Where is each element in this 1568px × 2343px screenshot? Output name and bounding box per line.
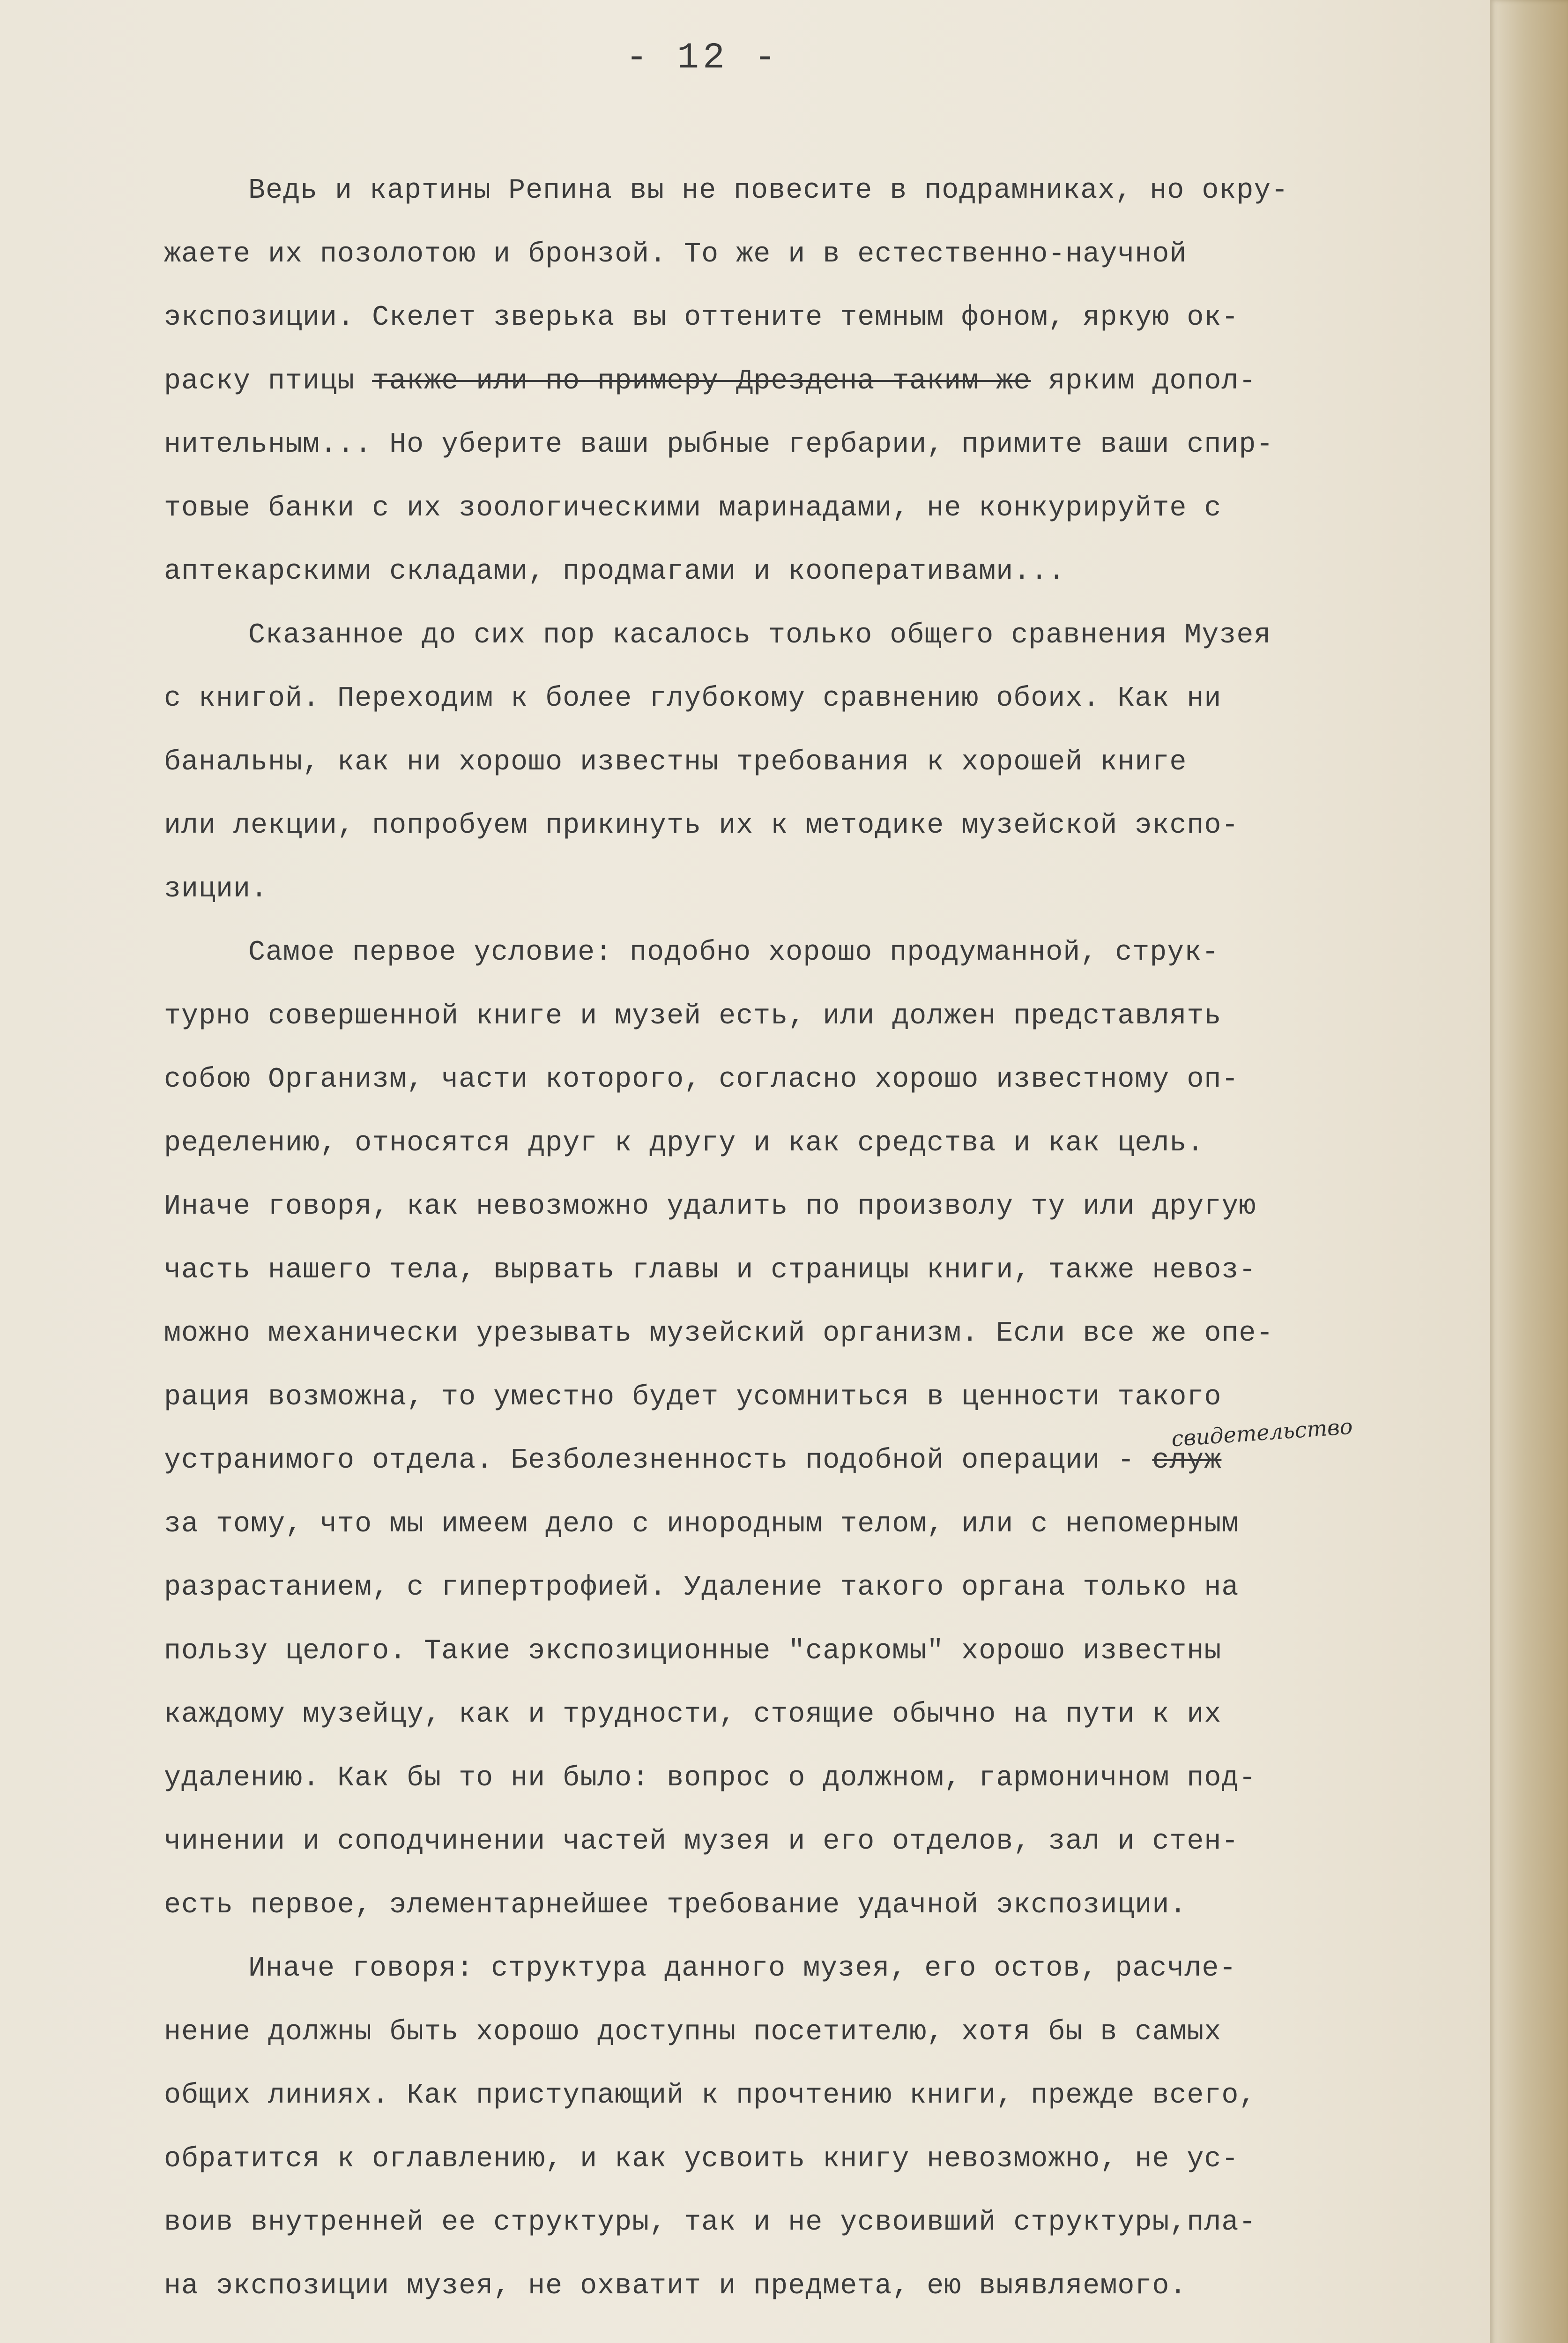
text-line: ределению, относятся друг к другу и как средства и как цель.: [164, 1127, 1204, 1159]
text-line: можно механически урезывать музейский организм. Если все же опе-: [164, 1318, 1274, 1350]
text-line: Иначе говоря: структура данного музея, его остов, расчле-: [248, 1953, 1237, 1985]
text-line: на экспозиции музея, не охватит и предмета, ею выявляемого.: [164, 2270, 1187, 2302]
text-line: общих линиях. Как приступающий к прочтению книги, прежде всего,: [164, 2080, 1256, 2112]
text-line: с книгой. Переходим к более глубокому сравнению обоих. Как ни: [164, 683, 1222, 715]
struck-through-text: служ: [1152, 1445, 1222, 1477]
text-line: за тому, что мы имеем дело с инородным телом, или с непомерным: [164, 1508, 1239, 1540]
struck-through-text: также или по примеру Дрездена таким же: [372, 365, 1031, 397]
text-line: удалению. Как бы то ни было: вопрос о должном, гармоничном под-: [164, 1762, 1256, 1794]
text-line: Сказанное до сих пор касалось только общего сравнения Музея: [248, 619, 1271, 651]
line-text-before: устранимого отдела. Безболезненность подобной операции -: [164, 1445, 1152, 1477]
underlying-page-edge: [1490, 0, 1568, 2343]
text-line: обратится к оглавлению, и как усвоить книгу невозможно, не ус-: [164, 2143, 1239, 2175]
text-line: чинении и соподчинении частей музея и его отделов, зал и стен-: [164, 1826, 1239, 1858]
text-line: нение должны быть хорошо доступны посетителю, хотя бы в самых: [164, 2016, 1222, 2048]
text-line: пользу целого. Такие экспозиционные "саркомы" хорошо известны: [164, 1635, 1222, 1667]
text-line: разрастанием, с гипертрофией. Удаление такого органа только на: [164, 1572, 1239, 1604]
text-line: турно совершенной книге и музей есть, или должен представлять: [164, 1000, 1222, 1032]
typed-text-body: [164, 159, 1499, 2318]
text-line: Ведь и картины Репина вы не повесите в подрамниках, но окру-: [248, 175, 1289, 207]
line-text-after: ярким допол-: [1031, 365, 1256, 397]
text-line: или лекции, попробуем прикинуть их к методике музейской экспо-: [164, 810, 1239, 842]
page-number: - 12 -: [625, 37, 780, 79]
text-line: есть первое, элементарнейшее требование удачной экспозиции.: [164, 1889, 1187, 1921]
text-line: аптекарскими складами, продмагами и кооперативами...: [164, 556, 1066, 588]
text-line: [164, 350, 1499, 414]
text-line: собою Организм, части которого, согласно хорошо известному оп-: [164, 1064, 1239, 1096]
text-line: Самое первое условие: подобно хорошо продуманной, струк-: [248, 937, 1219, 969]
line-text-before: раску птицы: [164, 365, 372, 397]
text-line: часть нашего тела, вырвать главы и страницы книги, также невоз-: [164, 1254, 1256, 1286]
text-line: зиции.: [164, 873, 268, 905]
text-line: рация возможна, то уместно будет усомниться в ценности такого: [164, 1381, 1222, 1413]
text-line: нительным... Но уберите ваши рыбные гербарии, примите ваши спир-: [164, 429, 1274, 461]
text-line: воив внутренней ее структуры, так и не усвоивший структуры,пла-: [164, 2207, 1256, 2239]
text-line: жаете их позолотою и бронзой. То же и в естественно-научной: [164, 238, 1187, 270]
text-line: товые банки с их зоологическими маринадами, не конкурируйте с: [164, 492, 1222, 524]
handwritten-insertion: свидетельство: [1170, 1413, 1353, 1452]
text-line: каждому музейцу, как и трудности, стоящие обычно на пути к их: [164, 1699, 1222, 1731]
text-line: [164, 1429, 1499, 1493]
text-line: банальны, как ни хорошо известны требования к хорошей книге: [164, 746, 1187, 778]
text-line: экспозиции. Скелет зверька вы оттените темным фоном, яркую ок-: [164, 302, 1239, 334]
text-line: Иначе говоря, как невозможно удалить по произволу ту или другую: [164, 1191, 1256, 1223]
